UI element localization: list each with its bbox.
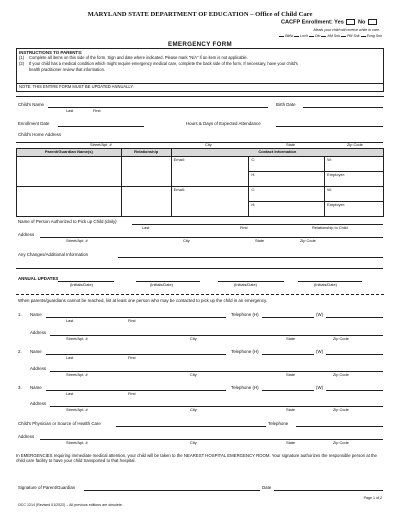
contact-2-number: 2. [18, 349, 22, 354]
guardian-2-name-cell[interactable] [17, 187, 122, 217]
guardian-1-cell-phone[interactable]: C: [249, 157, 325, 172]
contact-2-phone-w-label: (W) [316, 349, 324, 354]
contact-3-city-caption: City [190, 407, 197, 412]
contact-3-phone-h-field[interactable] [262, 390, 314, 391]
contact-1-phone-h-field[interactable] [262, 317, 314, 318]
guardian-2-cell-phone[interactable]: C: [249, 187, 325, 202]
guardian-1-name-cell[interactable] [17, 157, 122, 187]
physician-telephone-field[interactable] [296, 426, 383, 427]
instruction-1: (1) Complete all items on this side of the form. Sign and date where indicated. Please mark "N/A" if an item is not applicable. [19, 55, 248, 60]
contact-2-phone-h-field[interactable] [262, 354, 314, 355]
section-divider [16, 96, 384, 97]
annual-updates-label: ANNUAL UPDATES [18, 276, 59, 281]
home-address-label: Child's Home Address [18, 132, 62, 137]
home-zip-caption: Zip Code [347, 142, 363, 147]
contact-1-phone-w-field[interactable] [326, 317, 383, 318]
instructions-box [16, 48, 384, 92]
contact-1-state-caption: State [286, 336, 296, 341]
contact-1-phone-h-label: Telephone (H) [231, 312, 259, 317]
pickup-daily: (daily) [104, 219, 117, 224]
pickup-last-caption: Last [142, 225, 150, 230]
contact-3-name-field[interactable] [46, 390, 226, 391]
signature-label: Signature of Parent/Guardian [18, 485, 76, 490]
meal-bkfst-label: Bkfst [285, 34, 294, 39]
physician-zip-caption: Zip Code [333, 440, 349, 445]
update-1-caption: (Initials/Date) [70, 282, 93, 287]
guardian-2-employer[interactable]: Employer: [325, 202, 384, 217]
contact-2-street-caption: Street/Apt. # [66, 372, 88, 377]
pickup-city-caption: City [183, 238, 190, 243]
child-name-label: Child's Name [18, 102, 44, 107]
physician-city-caption: City [190, 440, 197, 445]
page-number: Page 1 of 2 [363, 496, 382, 500]
contact-3-phone-w-label: (W) [316, 385, 324, 390]
signature-field[interactable] [84, 490, 260, 491]
contact-2-address-label: Address [30, 366, 47, 371]
meal-am-snk-label: AM Snk [327, 34, 341, 39]
meal-lnch-label: Lnch [300, 34, 309, 39]
meals-options [279, 34, 382, 38]
guardian-1-relationship-cell[interactable] [121, 157, 171, 187]
contact-1-last-caption: Last [66, 318, 74, 323]
contact-1-name-label: Name [30, 312, 42, 317]
physician-street-caption: Street/Apt. # [66, 440, 88, 445]
meal-am-snk-box[interactable] [321, 34, 326, 37]
table-row [17, 157, 384, 172]
table-row [17, 187, 384, 202]
consent-statement: In EMERGENCIES requiring immediate medical attention, your child will be taken to the NEAREST HOSPITAL EMERGENCY ROOM. Your signature authorizes the responsible person at the child care facility to have your child transported to that hospital. [16, 453, 377, 463]
guardian-2-home-phone[interactable]: H: [249, 202, 325, 217]
cacfp-no-checkbox[interactable] [368, 19, 377, 25]
contact-1-first-caption: First [128, 318, 136, 323]
agency-title: MARYLAND STATE DEPARTMENT OF EDUCATION – Office of Child Care [87, 11, 313, 18]
physician-state-caption: State [286, 440, 296, 445]
pickup-zip-caption: Zip Code [300, 238, 316, 243]
pickup-relationship-caption: Relationship to Child [312, 225, 348, 230]
instruction-2: (2) If your child has a medical condition which might require emergency medical care, complete the back side of the form. If necessary, have your child's [19, 61, 298, 66]
home-city-caption: City [205, 142, 212, 147]
child-first-caption: First [93, 108, 101, 113]
contact-1-city-caption: City [190, 336, 197, 341]
pickup-state-caption: State [255, 238, 265, 243]
instructions-note: NOTE: THIS ENTIRE FORM MUST BE UPDATED ANNUALLY. [19, 84, 134, 89]
meal-bkfst-box[interactable] [279, 34, 284, 37]
guardian-1-home-phone[interactable]: H: [249, 172, 325, 187]
contact-3-zip-caption: Zip Code [333, 407, 349, 412]
contact-info-header: Contact Information [171, 149, 383, 157]
guardian-table-header [17, 149, 384, 157]
physician-name-field[interactable] [116, 426, 266, 427]
contact-2-phone-h-label: Telephone (H) [231, 349, 259, 354]
enrollment-date-field[interactable] [58, 126, 144, 127]
physician-telephone-label: Telephone [268, 421, 289, 426]
relationship-header: Relationship [121, 149, 171, 157]
contact-3-number: 3. [18, 385, 22, 390]
meal-evng-snk-box[interactable] [361, 34, 366, 37]
changes-field[interactable] [118, 257, 383, 258]
meal-pm-snk-box[interactable] [341, 34, 346, 37]
guardian-name-header: Parent/Guardian Name(s) [17, 149, 122, 157]
guardian-1-work-phone[interactable]: W: [325, 157, 384, 172]
contact-2-city-caption: City [190, 372, 197, 377]
hours-days-field[interactable] [276, 126, 383, 127]
pickup-label: Name of Person Authorized to Pick up Child (daily) [18, 219, 117, 224]
update-2-caption: (Initials/Date) [150, 282, 173, 287]
cacfp-enrollment [281, 19, 378, 26]
guardian-2-work-phone[interactable]: W: [325, 187, 384, 202]
guardian-2-relationship-cell[interactable] [121, 187, 171, 217]
contact-1-zip-caption: Zip Code [333, 336, 349, 341]
pickup-address-label: Address [18, 232, 35, 237]
pickup-first-caption: First [240, 225, 248, 230]
form-id: OCC 1214 (Revised 01/2022) – All previous editions are obsolete. [18, 503, 123, 507]
child-name-field[interactable] [48, 107, 268, 108]
emergency-intro: When parents/guardians cannot be reached, list at least one person who may be contacted to pick up the child in an emergency. [18, 298, 268, 303]
guardian-1-email-cell[interactable]: Email: [171, 157, 249, 187]
instruction-2-cont: health practitioner review that information. [29, 67, 106, 72]
contact-3-street-caption: Street/Apt. # [66, 407, 88, 412]
child-last-caption: Last [66, 108, 74, 113]
contact-3-last-caption: Last [66, 391, 74, 396]
contact-3-name-label: Name [30, 385, 42, 390]
physician-label: Child's Physician or Source of Health Care [18, 421, 101, 426]
contact-3-phone-w-field[interactable] [326, 390, 383, 391]
cacfp-yes-checkbox[interactable] [346, 19, 355, 25]
guardian-1-employer[interactable]: Employer: [325, 172, 384, 187]
contact-1-number: 1. [18, 312, 22, 317]
enrollment-date-label: Enrollment Date [18, 121, 50, 126]
contact-1-address-label: Address [30, 330, 47, 335]
cacfp-no-label: No [357, 19, 366, 26]
contact-1-phone-w-label: (W) [316, 312, 324, 317]
guardian-table [16, 148, 384, 217]
meals-note: Meals your child will receive while in care. [313, 28, 380, 32]
hours-days-label: Hours & Days of Expected Attendance [186, 121, 261, 126]
signature-date-field[interactable] [274, 490, 383, 491]
meal-din-box[interactable] [309, 34, 314, 37]
cacfp-label: CACFP Enrollment: Yes [280, 19, 344, 26]
home-state-caption: State [286, 142, 296, 147]
contact-3-phone-h-label: Telephone (H) [231, 385, 259, 390]
meal-din-label: Din [315, 34, 321, 39]
meal-lnch-box[interactable] [294, 34, 299, 37]
home-address-field[interactable] [16, 142, 383, 143]
contact-3-first-caption: First [128, 391, 136, 396]
contact-2-name-label: Name [30, 349, 42, 354]
physician-address-field[interactable] [40, 439, 383, 440]
dashed-divider [16, 294, 384, 295]
birth-date-field[interactable] [303, 107, 383, 108]
contact-2-zip-caption: Zip Code [333, 372, 349, 377]
instructions-heading: INSTRUCTIONS TO PARENTS: [19, 50, 83, 55]
pickup-street-caption: Street/Apt. # [66, 238, 88, 243]
changes-field-2[interactable] [16, 268, 383, 269]
contact-3-state-caption: State [286, 407, 296, 412]
form-title: EMERGENCY FORM [168, 41, 232, 48]
signature-date-label: Date [262, 485, 272, 490]
meal-evng-snk-label: Evng Snk [366, 34, 382, 39]
contact-2-first-caption: First [128, 355, 136, 360]
contact-2-phone-w-field[interactable] [326, 354, 383, 355]
contact-2-name-field[interactable] [46, 354, 226, 355]
physician-address-label: Address [18, 434, 35, 439]
contact-3-address-label: Address [30, 401, 47, 406]
update-4-caption: (Initials/Date) [314, 282, 337, 287]
contact-1-street-caption: Street/Apt. # [66, 336, 88, 341]
contact-2-last-caption: Last [66, 355, 74, 360]
contact-2-state-caption: State [286, 372, 296, 377]
update-3-caption: (Initials/Date) [234, 282, 257, 287]
pickup-address-field[interactable] [40, 237, 383, 238]
meal-pm-snk-label: PM Snk [347, 34, 360, 39]
guardian-2-email-cell[interactable]: Email: [171, 187, 249, 217]
contact-1-name-field[interactable] [46, 317, 226, 318]
birth-date-label: Birth Date [276, 102, 296, 107]
changes-label: Any Changes/Additional Information [18, 252, 89, 257]
home-street-caption: Street/Apt. # [90, 142, 112, 147]
